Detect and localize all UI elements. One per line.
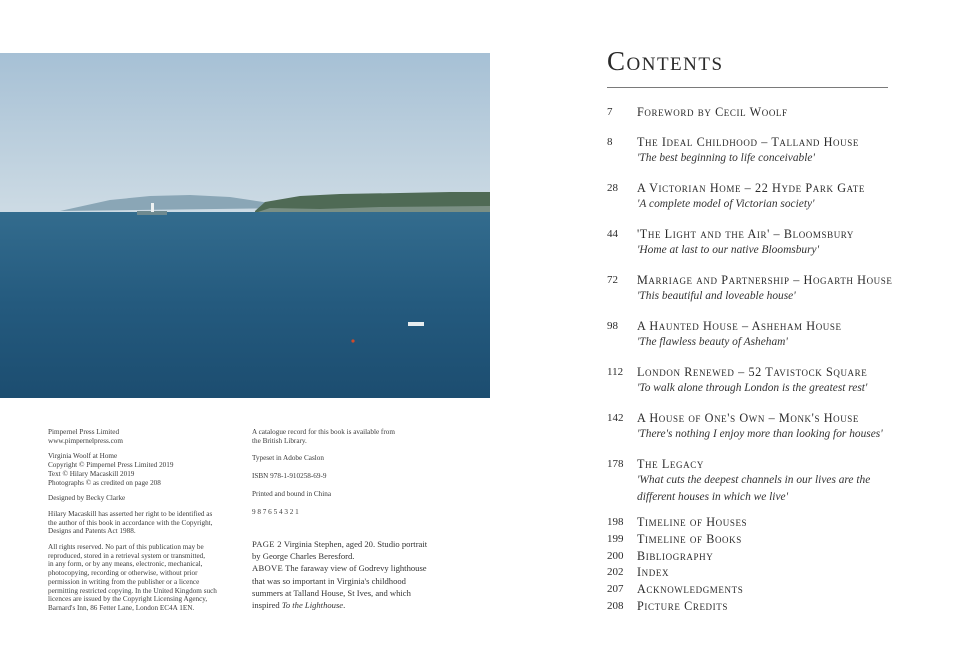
toc-back-matter-entry[interactable] [607,564,907,581]
lighthouse [151,203,154,212]
toc-gap [607,259,907,272]
heading-rule [607,87,888,88]
toc-back-matter-title: Timeline of Houses [637,515,748,529]
toc-page-number: 112 [607,365,624,378]
boat [408,322,424,326]
imprint-print-line: 9 8 7 6 5 4 3 2 1 [252,507,299,516]
toc-page-number: 200 [607,549,624,562]
toc-chapter-title: Marriage and Partnership – Hogarth House [637,272,893,287]
sky [0,53,490,213]
toc-back-matter-entry[interactable] [607,598,907,615]
toc-chapter-quote: 'The best beginning to life conceivable' [637,152,815,164]
toc-page-number: 202 [607,566,624,579]
seascape-image [0,53,490,398]
toc-chapter-title: A Haunted House – Asheham House [637,318,842,333]
toc-gap [607,397,907,410]
caption-label-above: ABOVE [252,563,284,574]
toc-back-matter-title: Timeline of Books [637,531,742,546]
imprint-left-column [48,428,238,620]
imprint-author-rights: Hilary Macaskill has asserted her right to be identified as the author of this book in accordance with the Copyright, Designs and Patents Act 1988. [48,509,213,536]
toc-entry[interactable] [607,456,907,506]
toc-page-number: 44 [607,227,618,240]
toc-back-matter-title: Bibliography [637,548,714,563]
toc-gap [607,121,907,134]
caption-text-page2: Virginia Stephen, aged 20. Studio portrait by George Charles Beresford. [252,539,428,562]
toc-chapter-quote: 'This beautiful and loveable house' [637,290,796,302]
toc-page-number: 178 [607,457,624,470]
toc-gap [607,167,907,180]
imprint-printed: Printed and bound in China [252,489,332,498]
toc-page-number: 207 [607,583,624,596]
toc-back-matter-entry[interactable] [607,548,907,565]
imprint-copyright: Virginia Woolf at Home Copyright © Pimpernel Press Limited 2019 Text © Hilary Macaskill 2019 Photographs © as credited on page 208 [48,452,174,487]
caption-book-title: To the Lighthouse [281,600,344,611]
caption-text-above: The faraway view of Godrevy lighthouse that was so important in Virginia's childhood summers at Talland House, St Ives, and which inspired [252,563,427,611]
toc-chapter-quote: 'A complete model of Victorian society' [637,198,815,210]
toc-entry[interactable] [607,134,907,167]
toc-entry[interactable] [607,318,907,351]
imprint-right-column [252,428,432,525]
toc-gap [607,443,907,456]
toc-entry[interactable] [607,226,907,259]
toc-chapter-title: The Legacy [637,456,704,471]
imprint-designer: Designed by Becky Clarke [48,494,126,503]
imprint-catalogue: A catalogue record for this book is available from the British Library. [252,428,395,445]
toc-entry[interactable] [607,410,907,443]
toc-chapter-title: 'The Light and the Air' – Bloomsbury [637,226,855,241]
imprint-all-rights: All rights reserved. No part of this publication may be reproduced, stored in a retrieval system or transmitted, in any form, or by any means, electronic, mechanical, photocopying, recording or otherwise, without prior permission in writing from the publisher or a licence permitting restricted copying. In the United Kingdom such licences are issued by the Copyright Licensing Agency, Barnard's Inn, 86 Fetter Lane, London EC4A 1EN. [48,543,217,612]
toc-page-number: 198 [607,516,624,528]
toc-entry[interactable] [607,104,907,121]
lighthouse-seascape-photo [0,53,490,398]
toc-gap [607,213,907,226]
toc-chapter-quote: 'The flawless beauty of Asheham' [637,336,788,348]
toc-chapter-title: A Victorian Home – 22 Hyde Park Gate [637,180,865,195]
toc-back-matter-entry[interactable] [607,514,907,531]
toc-back-matter-entry[interactable] [607,581,907,598]
toc-chapter-quote: 'Home at last to our native Bloomsbury' [637,244,820,256]
toc-page-number: 7 [607,106,613,118]
toc-chapter-quote: 'What cuts the deepest channels in our lives are the different houses in which we live' [637,474,871,503]
toc-page-number: 28 [607,181,618,194]
toc-entry[interactable] [607,364,907,397]
contents-heading: Contents [607,46,724,76]
toc-chapter-quote: 'To walk alone through London is the greatest rest' [637,382,868,394]
toc-back-matter-entry[interactable] [607,531,907,548]
toc-page-number: 8 [607,135,613,148]
toc-chapter-title: The Ideal Childhood – Talland House [637,134,859,149]
toc-chapter-title: Foreword by Cecil Woolf [637,105,788,119]
toc-page-number: 208 [607,599,624,612]
toc-chapter-title: A House of One's Own – Monk's House [637,410,859,425]
toc-gap [607,351,907,364]
toc-entry[interactable] [607,272,907,305]
toc-back-matter-title: Picture Credits [637,598,728,613]
toc-gap [607,305,907,318]
photo-caption [252,538,437,611]
caption-end: . [343,600,346,611]
table-of-contents [607,104,907,615]
toc-chapter-title: London Renewed – 52 Tavistock Square [637,364,868,379]
toc-page-number: 199 [607,532,624,545]
toc-back-matter-title: Index [637,565,670,580]
sea [0,212,490,398]
toc-back-matter-title: Acknowledgments [637,582,744,597]
toc-page-number: 98 [607,319,618,332]
toc-entry[interactable] [607,180,907,213]
toc-page-number: 142 [607,411,624,424]
caption-label-page2: PAGE 2 [252,539,282,549]
imprint-publisher: Pimpernel Press Limited www.pimpernelpress.com [48,428,123,445]
toc-chapter-quote: 'There's nothing I enjoy more than looking for houses' [637,428,883,440]
imprint-typeset: Typeset in Adobe Caslon [252,454,324,463]
buoy [351,339,354,342]
imprint-isbn: ISBN 978-1-910258-69-9 [252,472,327,481]
toc-page-number: 72 [607,273,618,286]
